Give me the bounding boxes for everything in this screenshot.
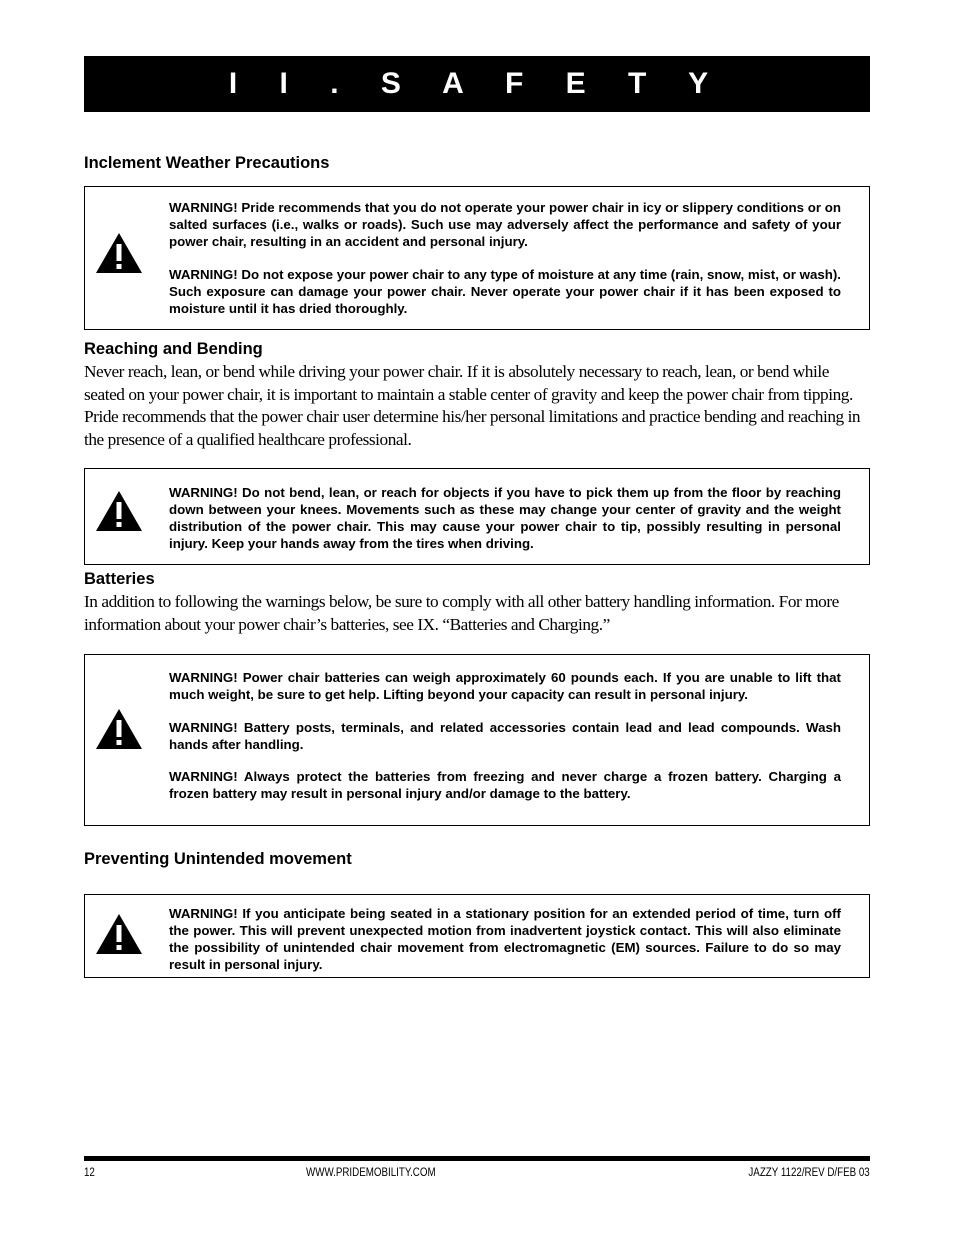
heading-batteries: Batteries bbox=[84, 570, 155, 588]
warning-item: WARNING! If you anticipate being seated in a stationary position for an extended period of time, turn off the power. This will prevent unexpected motion from inadvertent joystick contact. This will also eliminate the possibility of unintended chair movement from electromagnetic (EM) sources. Failure to do so may result in personal injury. bbox=[169, 906, 841, 972]
page-title: I I . S A F E T Y bbox=[228, 67, 726, 100]
warning-text bbox=[169, 669, 841, 802]
footer-website: WWW.PRIDEMOBILITY.COM bbox=[306, 1167, 436, 1179]
warning-item: WARNING! Do not bend, lean, or reach for objects if you have to pick them up from the floor by reaching down between your knees. Movements such as these may change your center of gravity and the weight distribution of the power chair. This may cause your power chair to tip, possibly resulting in personal injury. Keep your hands away from the tires when driving. bbox=[169, 485, 841, 551]
warning-triangle-icon bbox=[95, 708, 143, 750]
heading-unintended-movement: Preventing Unintended movement bbox=[84, 850, 352, 868]
heading-inclement-weather: Inclement Weather Precautions bbox=[84, 154, 330, 172]
warning-triangle-icon bbox=[95, 913, 143, 955]
body-paragraph: In addition to following the warnings below, be sure to comply with all other battery handling information. For more information about your power chair’s batteries, see IX. “Batteries and Charging.” bbox=[84, 592, 839, 634]
page-number: 12 bbox=[84, 1167, 95, 1179]
warning-item: WARNING! Always protect the batteries from freezing and never charge a frozen battery. Charging a frozen battery may result in personal injury and/or damage to the battery. bbox=[169, 769, 841, 801]
warning-item: WARNING! Power chair batteries can weigh approximately 60 pounds each. If you are unable to lift that much weight, be sure to get help. Lifting beyond your capacity can result in personal injury. bbox=[169, 670, 841, 702]
warning-item: WARNING! Pride recommends that you do not operate your power chair in icy or slippery conditions or on salted surfaces (i.e., walks or roads). Such use may adversely affect the performance and safety of your power chair, resulting in an accident and personal injury. bbox=[169, 200, 841, 249]
warning-text bbox=[169, 905, 841, 973]
heading-reaching-bending: Reaching and Bending bbox=[84, 340, 263, 358]
warning-text bbox=[169, 199, 841, 317]
footer-doc-ref: JAZZY 1122/REV D/FEB 03 bbox=[748, 1167, 870, 1179]
warning-box-batteries bbox=[84, 654, 870, 826]
warning-box-reaching bbox=[84, 468, 870, 565]
warning-triangle-icon bbox=[95, 490, 143, 532]
footer-rule bbox=[84, 1156, 870, 1161]
warning-box-weather bbox=[84, 186, 870, 330]
section-title-bar bbox=[84, 56, 870, 112]
warning-item: WARNING! Do not expose your power chair to any type of moisture at any time (rain, snow, mist, or wash). Such exposure can damage your power chair. Never operate your power chair if it has been exposed to moisture until it has dried thoroughly. bbox=[169, 266, 841, 316]
warning-triangle-icon bbox=[95, 232, 143, 274]
body-paragraph: Never reach, lean, or bend while driving your power chair. If it is absolutely necessary to reach, lean, or bend while seated on your power chair, it is important to maintain a stable center of gravity and keep the power chair from tipping. Pride recommends that the power chair user determine his/her personal limitations and practice bending and reaching in the presence of a qualified healthcare professional. bbox=[84, 362, 861, 449]
warning-item: WARNING! Battery posts, terminals, and related accessories contain lead and lead compounds. Wash hands after handling. bbox=[169, 719, 841, 752]
warning-text bbox=[169, 484, 841, 552]
warning-box-movement bbox=[84, 894, 870, 978]
